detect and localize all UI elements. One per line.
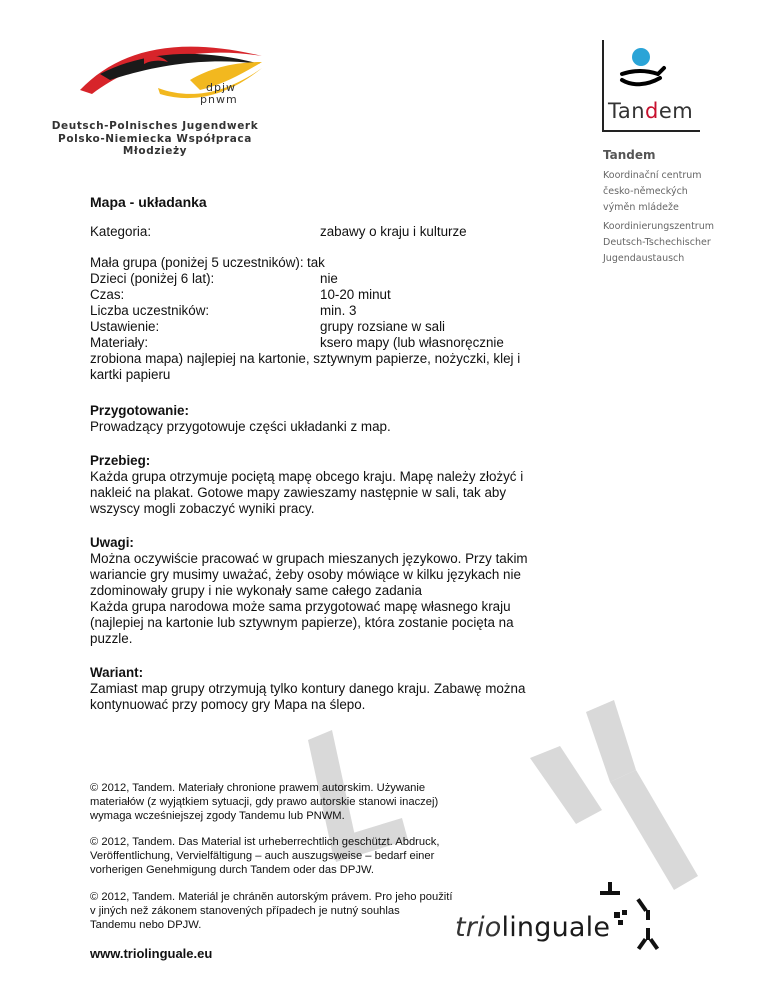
copyright-cz: v jiných než zákonem stanovených případech je nutný souhlas	[90, 905, 400, 917]
section-line: (najlepiej na kartonie lub sztywnym papierze), która zostanie pocięta na	[90, 615, 514, 630]
category-value: zabawy o kraju i kulturze	[320, 224, 467, 239]
section-line: kontynuować przy pomocy gry Mapa na ślepo.	[90, 697, 366, 712]
copyright-de: © 2012, Tandem. Das Material ist urheberrechtlich geschützt. Abdruck,	[90, 836, 440, 848]
section-heading: Przebieg:	[90, 453, 151, 468]
section-line: wariancie gry musimy uważać, żeby osoby mówiące w kilku językach nie	[90, 567, 521, 582]
info-value: grupy rozsiane w sali	[320, 319, 446, 334]
dpjw-abbr: dpjw	[206, 81, 237, 94]
info-value: min. 3	[320, 303, 357, 318]
dpjw-name-de: Deutsch-Polnisches Jugendwerk	[51, 120, 259, 132]
tandem-logo	[602, 40, 700, 132]
section-line: wszyscy mogli zobaczyć wyniki pracy.	[90, 501, 315, 516]
info-label: Ustawienie:	[90, 319, 160, 334]
info-label: Czas:	[90, 287, 125, 302]
copyright-pl: © 2012, Tandem. Materiały chronione prawem autorskim. Używanie	[90, 782, 426, 794]
info-label: Materiały:	[90, 335, 149, 350]
sidebar-cz-line: Koordinační centrum	[603, 170, 702, 181]
copyright-de: Veröffentlichung, Vervielfältigung – auch auszugsweise – bedarf einer	[90, 850, 435, 862]
info-label: Dzieci (poniżej 6 lat):	[90, 271, 215, 286]
section-line: Można oczywiście pracować w grupach mieszanych językowo. Przy takim	[90, 551, 528, 566]
copyright-cz: © 2012, Tandem. Materiál je chráněn autorským právem. Pro jeho použití	[90, 891, 453, 903]
triolinguale-part1: trio	[455, 912, 502, 943]
info-value: 10-20 minut	[320, 287, 391, 302]
section-line: Zamiast map grupy otrzymują tylko kontury danego kraju. Zabawę można	[90, 681, 526, 696]
tandem-wordmark: Tandem	[608, 99, 694, 123]
sidebar-title: Tandem	[603, 148, 656, 162]
sidebar-cz-line: česko-německých	[603, 186, 688, 197]
info-value: ksero mapy (lub własnoręcznie	[320, 335, 504, 350]
category-label: Kategoria:	[90, 224, 152, 239]
triolinguale-part2: linguale	[501, 912, 611, 943]
triolinguale-mark-icon	[592, 880, 672, 952]
info-value: nie	[320, 271, 338, 286]
dpjw-name-pl: Polsko-Niemiecka Współpraca Młodzieży	[58, 133, 252, 157]
sidebar-cz-line: výměn mládeže	[603, 202, 679, 213]
sidebar-de-line: Koordinierungszentrum	[603, 221, 714, 232]
website-url: www.triolinguale.eu	[90, 946, 213, 961]
sidebar-de-line: Deutsch-Tschechischer	[603, 237, 711, 248]
section-line: Każda grupa otrzymuje pociętą mapę obcego kraju. Mapę należy złożyć i	[90, 469, 524, 484]
copyright-cz: Tandemu nebo DPJW.	[90, 919, 202, 931]
dpjw-logo	[40, 28, 270, 157]
triolinguale-logo	[455, 912, 610, 943]
materials-continuation: kartki papieru	[90, 367, 171, 382]
info-label: Liczba uczestników:	[90, 303, 210, 318]
pnwm-abbr: pnwm	[200, 93, 238, 106]
info-label: Mała grupa (poniżej 5 uczestników):	[90, 255, 304, 270]
section-line: nakleić na plakat. Gotowe mapy zawieszamy następnie w sali, tak aby	[90, 485, 507, 500]
section-line: puzzle.	[90, 631, 133, 646]
sidebar-de-line: Jugendaustausch	[603, 253, 685, 264]
info-value: tak	[307, 255, 325, 270]
page-title: Mapa - układanka	[90, 194, 207, 210]
materials-continuation: zrobiona mapa) najlepiej na kartonie, sztywnym papierze, nożyczki, klej i	[90, 351, 521, 366]
copyright-de: vorherigen Genehmigung durch Tandem oder das DPJW.	[90, 864, 374, 876]
copyright-pl: materiałów (z wyjątkiem sytuacji, gdy prawo autorskie stanowi inaczej)	[90, 796, 439, 808]
section-heading: Wariant:	[90, 665, 144, 680]
section-line: Każda grupa narodowa może sama przygotować mapę własnego kraju	[90, 599, 511, 614]
section-line: zdominowały grupy i nie wykonały same całego zadania	[90, 583, 422, 598]
section-heading: Uwagi:	[90, 535, 134, 550]
copyright-pl: wymaga wcześniejszej zgody Tandemu lub PNWM.	[90, 810, 345, 822]
section-line: Prowadzący przygotowuje części układanki z map.	[90, 419, 391, 434]
section-heading: Przygotowanie:	[90, 403, 189, 418]
